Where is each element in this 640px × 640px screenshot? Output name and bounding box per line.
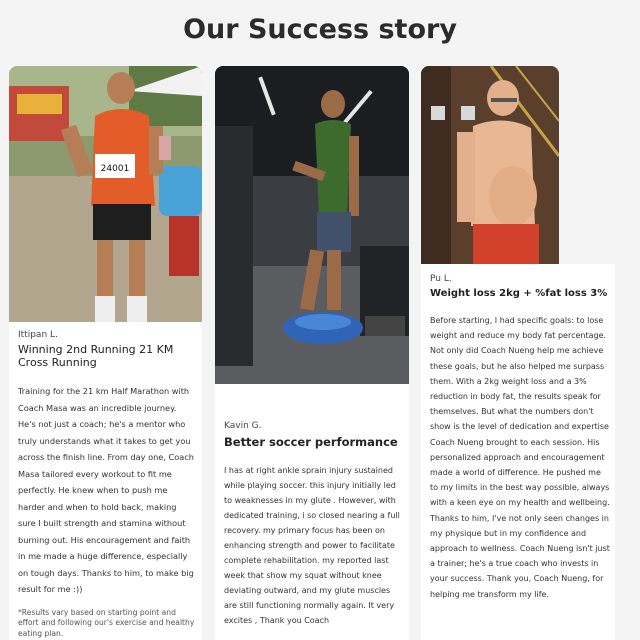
story-title: Better soccer performance <box>224 435 398 449</box>
story-body-3 <box>430 274 610 602</box>
bib-number: 24001 <box>100 164 130 174</box>
balance-training-photo-image <box>215 66 409 384</box>
story-author: Pu L. <box>430 274 452 284</box>
story-author: Kavin G. <box>224 421 262 431</box>
page-title: Our Success story <box>183 14 457 45</box>
balance-training-photo <box>215 66 409 384</box>
story-card-2 <box>215 66 409 640</box>
story-text: Before starting, I had specific goals: to lose weight and reduce my body fat percentage. Not only did Coach Nueng help me achieve these goals, but he also helped me surpass them. With a 2kg weight loss and a 3% reduction in body fat, the results speak for themselves. But what the numbers don't show is the level of dedication and expertise Coach Nueng brought to each session. His personalized approach and encouragement made a world of difference. He pushed me to my limits in the best way possible, always with a keen eye on my health and wellbeing. Thanks to him, I've not only seen changes in my physique but in my confidence and approach to wellness. Coach Nueng isn't just a trainer; he's a true coach who invests in your success. Thank you, Coach Nueng, for helping me transform my life. <box>430 316 610 599</box>
runner-photo-image <box>9 66 202 322</box>
results-disclaimer: *Results vary based on starting point and effort and following our's exercise and healthy eating plan. <box>18 607 195 638</box>
runner-photo <box>9 66 202 322</box>
story-title: Weight loss 2kg + %fat loss 3% <box>430 288 608 299</box>
story-author: Ittipan L. <box>18 330 58 340</box>
story-card-3 <box>421 66 615 640</box>
weight-loss-photo <box>421 66 559 264</box>
story-title: Winning 2nd Running 21 KM Cross Running <box>18 343 174 369</box>
weight-loss-photo-image <box>421 66 559 264</box>
story-card-1 <box>9 66 202 640</box>
story-text: Training for the 21 km Half Marathon with Coach Masa was an incredible journey. He's not just a coach; he's a mentor who truly understands what it takes to get you across the finish line. From day one, Coach Masa tailored every workout to fit me perfectly. He knew when to push me harder and when to hold back, making sure I built strength and stamina without burning out. His encouragement and faith in me made a huge difference, especially on tough days. Thanks to him, to make big result for me :)) <box>18 386 194 594</box>
story-body-2 <box>224 421 404 628</box>
story-text: I has at right ankle sprain injury sustained while playing soccer. this injury initially led to weaknesses in my glute . However, with dedicated training, i so closed nearing a full recovery. my primary focus has been on enhancing strength and power to facilitate complete rehabilitation. my reported last week that show my squat without knee deviating outward, and my glute muscles are still functioning normally again. It very excites , Thank you Coach <box>224 466 400 625</box>
story-body-1 <box>18 330 196 639</box>
